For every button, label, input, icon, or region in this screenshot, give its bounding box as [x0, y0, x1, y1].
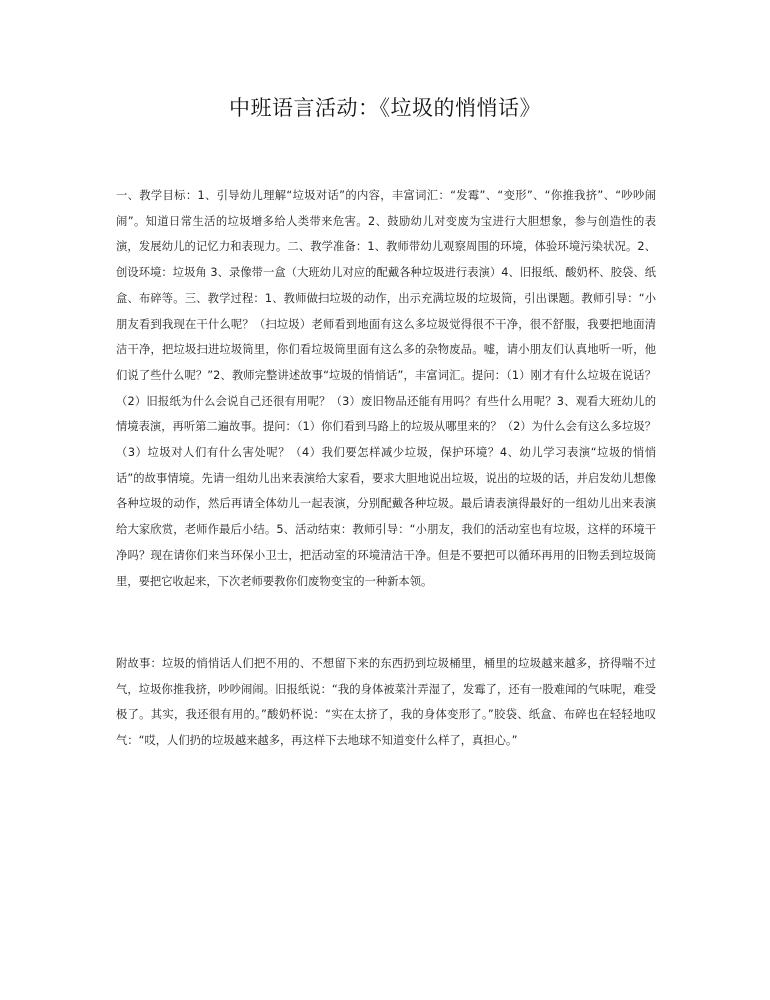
- document-title: 中班语言活动：《垃圾的悄悄话》: [229, 96, 541, 120]
- story-paragraph: 附故事：垃圾的悄悄话人们把不用的、不想留下来的东西扔到垃圾桶里，桶里的垃圾越来越多，挤得喘不过气，垃圾你推我挤，吵吵闹闹。旧报纸说：“我的身体被菜汁弄湿了，发霉了，还有一股难闻的气味呢，难受极了。其实，我还很有用的。”酸奶杯说：“实在太挤了，我的身体变形了。”胶袋、纸盒、布碎也在轻轻地叹气：“哎，人们扔的垃圾越来越多，再这样下去地球不知道变什么样了，真担心。”: [116, 657, 656, 748]
- lesson-plan-paragraph: 一、教学目标：1、引导幼儿理解“垃圾对话”的内容，丰富词汇：“发霉”、“变形”、“你推我挤”、“吵吵闹闹”。知道日常生活的垃圾增多给人类带来危害。2、鼓励幼儿对变废为宝进行大胆想象，参与创造性的表演，发展幼儿的记忆力和表现力。二、教学准备：1、教师带幼儿观察周围的环境，体验环境污染状况。2、创设环境：垃圾角 3、录像带一盒（大班幼儿对应的配戴各种垃圾进行表演）4、旧报纸、酸奶杯、胶袋、纸盒、布碎等。三、教学过程：1、教师做扫垃圾的动作，出示充满垃圾的垃圾筒，引出课题。教师引导：“小朋友看到我现在干什么呢？（扫垃圾）老师看到地面有这么多垃圾觉得很不干净，很不舒服，我要把地面清洁干净，把垃圾扫进垃圾筒里，你们看垃圾筒里面有这么多的杂物废品。嘘，请小朋友们认真地听一听，他们说了些什么呢？”2、教师完整讲述故事“垃圾的悄悄话”，丰富词汇。提问：（1）刚才有什么垃圾在说话？（2）旧报纸为什么会说自己还很有用呢？（3）废旧物品还能有用吗？有些什么用呢？3、观看大班幼儿的情境表演，再听第二遍故事。提问：（1）你们看到马路上的垃圾从哪里来的？（2）为什么会有这么多垃圾？（3）垃圾对人们有什么害处呢？（4）我们要怎样减少垃圾，保护环境？4、幼儿学习表演“垃圾的悄悄话”的故事情境。先请一组幼儿出来表演给大家看，要求大胆地说出垃圾，说出的垃圾的话，并启发幼儿想像各种垃圾的动作，然后再请全体幼儿一起表演，分别配戴各种垃圾。最后请表演得最好的一组幼儿出来表演给大家欣赏，老师作最后小结。5、活动结束：教师引导：“小朋友，我们的活动室也有垃圾，这样的环境干净吗？现在请你们来当环保小卫士，把活动室的环境清洁干净。但是不要把可以循环再用的旧物丢到垃圾筒里，要把它收起来，下次老师要教你们废物变宝的一种新本领。: [116, 189, 656, 588]
